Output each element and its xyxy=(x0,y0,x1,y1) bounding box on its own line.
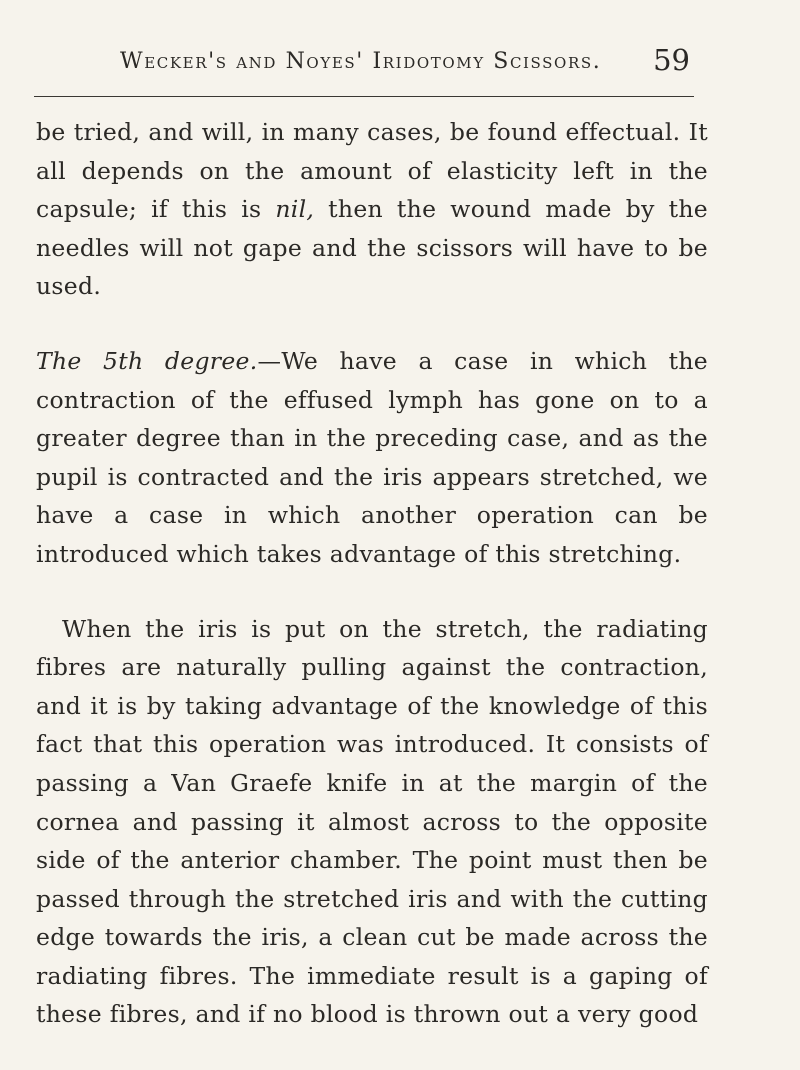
paragraph-2-text: —We have a case in which the contraction of the effused lymph has gone on to a greater degree than in the preceding case, and as the pupil is contracted and the iris appears stretched, we have a case in which another operation can be introduced which takes advantage of this stretching. xyxy=(36,346,708,568)
paragraph-1-text: be tried, and will, in many cases, be found effectual. It all depends on the amount of elasticity left in the capsule; if this is xyxy=(36,118,708,224)
paragraph-1 xyxy=(36,113,708,306)
paragraph-3: When the iris is put on the stretch, the radiating fibres are naturally pulling against the contraction, and it is by taking advantage of the knowledge of this fact that this operation was introduced. It consists of passing a Van Graefe knife in at the margin of the cornea and passing it almost across to the opposite side of the anterior chamber. The point must then be passed through the stretched iris and with the cutting edge towards the iris, a clean cut be made across the radiating fibres. The immediate result is a gaping of these fibres, and if no blood is thrown out a very good xyxy=(36,614,708,1029)
paragraph-2 xyxy=(36,342,708,574)
header-rule xyxy=(34,96,694,97)
running-head: Wecker's and Noyes' Iridotomy Scissors. xyxy=(120,49,602,74)
paragraph-1-italic: nil, xyxy=(275,195,315,224)
page-number: 59 xyxy=(653,43,690,77)
paragraph-1-rest: then the wound made by the needles will not gape and the scissors will have to be used. xyxy=(36,195,708,301)
page-header xyxy=(110,44,700,84)
body-text xyxy=(36,113,708,1034)
section-heading-5th-degree: The 5th degree. xyxy=(36,346,258,375)
